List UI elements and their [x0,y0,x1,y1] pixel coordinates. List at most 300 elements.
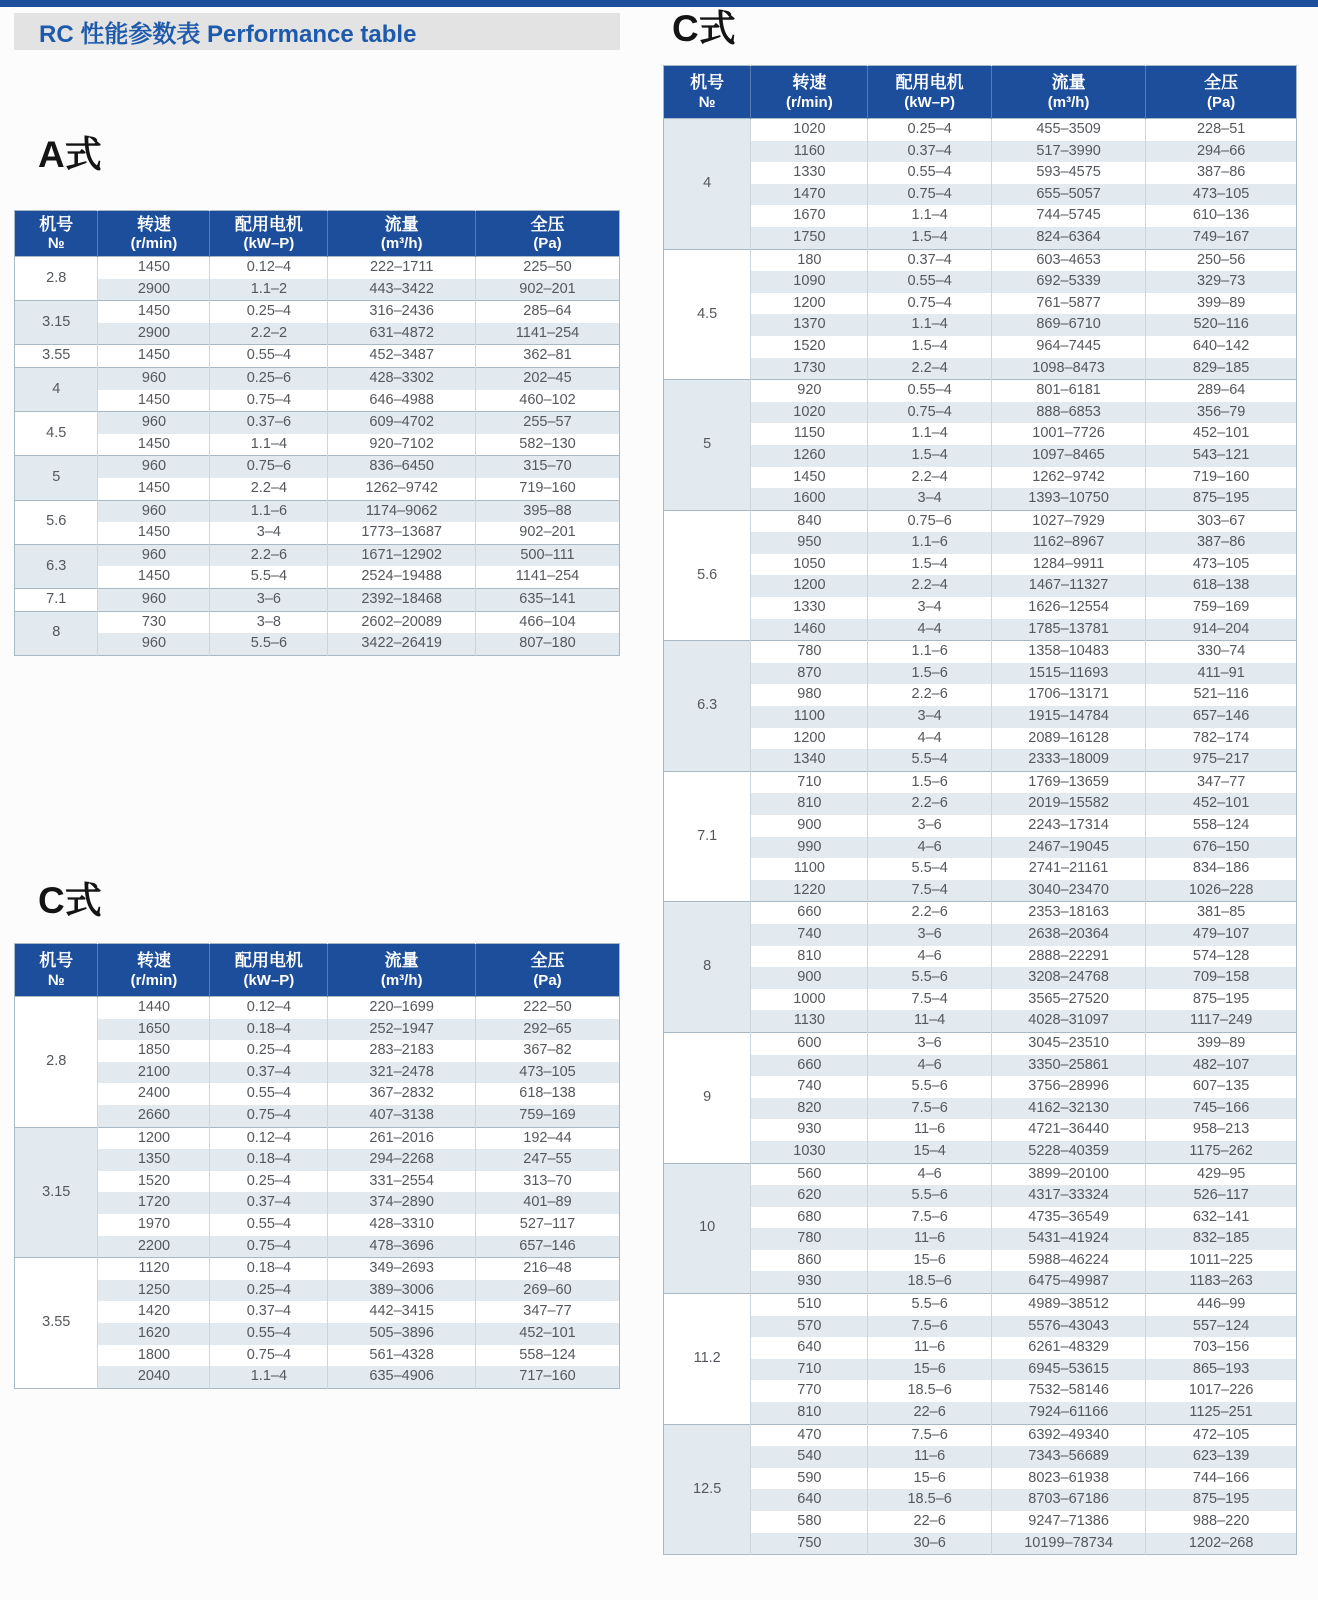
table-row [664,293,1297,315]
column-header-zh: 全压 [530,951,565,971]
cell-speed: 1730 [751,358,868,380]
cell-pressure: 347–77 [475,1301,619,1323]
cell-speed: 620 [751,1185,868,1207]
cell-speed: 1450 [98,434,210,456]
table-row [664,619,1297,641]
column-header [15,211,98,257]
cell-pressure: 1011–225 [1146,1250,1297,1272]
table-row [664,358,1297,380]
model-no-cell: 4.5 [15,412,98,456]
cell-pressure: 446–99 [1146,1294,1297,1316]
table-row [664,1489,1297,1511]
cell-flow: 4735–36549 [991,1207,1145,1229]
cell-motor: 0.75–6 [210,456,328,478]
cell-motor: 5.5–6 [868,967,991,989]
cell-speed: 840 [751,510,868,532]
cell-speed: 1420 [98,1301,210,1323]
cell-flow: 2243–17314 [991,815,1145,837]
cell-flow: 4162–32130 [991,1098,1145,1120]
table-row [664,510,1297,532]
cell-speed: 540 [751,1446,868,1468]
cell-motor: 1.1–4 [210,434,328,456]
table-row [15,1214,620,1236]
cell-pressure: 829–185 [1146,358,1297,380]
cell-speed: 1200 [98,1127,210,1149]
cell-motor: 5.5–6 [210,633,328,655]
column-header [475,944,619,997]
cell-flow: 252–1947 [328,1019,476,1041]
cell-pressure: 315–70 [475,456,619,478]
table-row [15,257,620,279]
column-header-zh: 配用电机 [895,73,964,93]
cell-pressure: 557–124 [1146,1316,1297,1338]
cell-pressure: 250–56 [1146,249,1297,271]
cell-pressure: 610–136 [1146,205,1297,227]
cell-motor: 0.55–4 [210,1323,328,1345]
performance-table-type-a [14,210,620,656]
cell-flow: 7532–58146 [991,1380,1145,1402]
model-no-cell: 8 [15,611,98,655]
cell-motor: 0.75–4 [210,1236,328,1258]
cell-pressure: 558–124 [475,1345,619,1367]
cell-pressure: 834–186 [1146,858,1297,880]
cell-speed: 1330 [751,597,868,619]
cell-motor: 0.18–4 [210,1019,328,1041]
table-row [15,1019,620,1041]
cell-speed: 2660 [98,1105,210,1127]
table-row [15,1105,620,1127]
table-row [15,544,620,566]
cell-flow: 2638–20364 [991,924,1145,946]
cell-flow: 3756–28996 [991,1076,1145,1098]
table-row [15,611,620,633]
cell-motor: 5.5–6 [868,1076,991,1098]
table-head [664,66,1297,119]
cell-pressure: 975–217 [1146,749,1297,771]
cell-motor: 3–4 [868,706,991,728]
table-row [15,478,620,500]
cell-speed: 1200 [751,728,868,750]
model-no-cell: 2.8 [15,997,98,1128]
model-no-cell: 6.3 [15,544,98,588]
cell-pressure: 745–166 [1146,1098,1297,1120]
cell-pressure: 607–135 [1146,1076,1297,1098]
table-row [664,1511,1297,1533]
table-row [664,141,1297,163]
table-row [664,1359,1297,1381]
cell-flow: 442–3415 [328,1301,476,1323]
cell-motor: 0.55–4 [868,380,991,402]
cell-pressure: 285–64 [475,301,619,323]
cell-motor: 11–4 [868,1010,991,1032]
cell-flow: 5576–43043 [991,1316,1145,1338]
cell-flow: 349–2693 [328,1258,476,1280]
cell-pressure: 472–105 [1146,1424,1297,1446]
performance-table-type-c-left [14,943,620,1389]
section-heading-type-c-left: C式 [38,880,102,921]
cell-pressure: 228–51 [1146,119,1297,141]
cell-motor: 0.55–4 [210,1083,328,1105]
table-row [664,1446,1297,1468]
cell-flow: 3565–27520 [991,989,1145,1011]
column-header-zh: 转速 [136,951,171,971]
cell-motor: 2.2–4 [210,478,328,500]
cell-flow: 761–5877 [991,293,1145,315]
cell-flow: 7343–56689 [991,1446,1145,1468]
table-row [15,301,620,323]
table-row [664,1055,1297,1077]
cell-motor: 0.12–4 [210,997,328,1019]
cell-motor: 11–6 [868,1228,991,1250]
cell-flow: 1262–9742 [991,467,1145,489]
cell-flow: 964–7445 [991,336,1145,358]
cell-pressure: 202–45 [475,367,619,389]
model-no-cell: 5 [664,380,751,511]
cell-speed: 1620 [98,1323,210,1345]
cell-pressure: 657–146 [1146,706,1297,728]
cell-motor: 0.37–4 [210,1301,328,1323]
table-row [664,771,1297,793]
cell-flow: 3350–25861 [991,1055,1145,1077]
column-header [664,66,751,119]
cell-speed: 780 [751,641,868,663]
cell-motor: 4–6 [868,1163,991,1185]
cell-speed: 710 [751,771,868,793]
cell-pressure: 558–124 [1146,815,1297,837]
cell-pressure: 782–174 [1146,728,1297,750]
cell-flow: 6261–48329 [991,1337,1145,1359]
cell-speed: 660 [751,1055,868,1077]
cell-pressure: 292–65 [475,1019,619,1041]
cell-flow: 478–3696 [328,1236,476,1258]
table-row [664,1316,1297,1338]
cell-speed: 2900 [98,279,210,301]
cell-flow: 1467–11327 [991,575,1145,597]
cell-pressure: 759–169 [1146,597,1297,619]
table-row [664,314,1297,336]
cell-motor: 5.5–4 [210,566,328,588]
cell-pressure: 807–180 [475,633,619,655]
cell-motor: 0.75–4 [210,1105,328,1127]
column-header-unit: (r/min) [786,93,833,111]
table-row [15,412,620,434]
cell-flow: 646–4988 [328,390,476,412]
cell-motor: 5.5–4 [868,749,991,771]
table-row [664,684,1297,706]
table-row [15,1127,620,1149]
cell-pressure: 192–44 [475,1127,619,1149]
cell-speed: 1330 [751,162,868,184]
cell-speed: 2400 [98,1083,210,1105]
table-row [664,1250,1297,1272]
cell-speed: 1130 [751,1010,868,1032]
cell-pressure: 623–139 [1146,1446,1297,1468]
top-accent-bar [0,0,1318,7]
cell-pressure: 500–111 [475,544,619,566]
cell-pressure: 222–50 [475,997,619,1019]
cell-flow: 824–6364 [991,227,1145,249]
cell-speed: 960 [98,633,210,655]
cell-flow: 609–4702 [328,412,476,434]
table-row [664,749,1297,771]
cell-speed: 1200 [751,575,868,597]
cell-flow: 692–5339 [991,271,1145,293]
table-row [664,1271,1297,1293]
cell-pressure: 719–160 [1146,467,1297,489]
cell-speed: 1260 [751,445,868,467]
cell-speed: 560 [751,1163,868,1185]
cell-flow: 2353–18163 [991,902,1145,924]
cell-pressure: 473–105 [1146,184,1297,206]
table-row [664,880,1297,902]
cell-flow: 1706–13171 [991,684,1145,706]
table-row [664,663,1297,685]
cell-speed: 860 [751,1250,868,1272]
cell-pressure: 958–213 [1146,1119,1297,1141]
table-row [15,500,620,522]
cell-pressure: 216–48 [475,1258,619,1280]
cell-speed: 680 [751,1207,868,1229]
cell-pressure: 460–102 [475,390,619,412]
table-row [664,858,1297,880]
column-header-unit: (m³/h) [380,971,423,989]
cell-pressure: 411–91 [1146,663,1297,685]
cell-flow: 1162–8967 [991,532,1145,554]
column-header [328,211,476,257]
section-heading-type-a: A式 [38,134,102,175]
cell-speed: 510 [751,1294,868,1316]
cell-pressure: 875–195 [1146,488,1297,510]
cell-speed: 820 [751,1098,868,1120]
column-header-zh: 转速 [136,214,171,234]
cell-motor: 0.37–4 [210,1062,328,1084]
header-row [664,66,1297,119]
cell-flow: 869–6710 [991,314,1145,336]
cell-speed: 1200 [751,293,868,315]
cell-speed: 1250 [98,1280,210,1302]
cell-motor: 1.5–6 [868,771,991,793]
column-header [751,66,868,119]
table-row [664,793,1297,815]
model-no-cell: 11.2 [664,1294,751,1425]
cell-pressure: 429–95 [1146,1163,1297,1185]
table-row [15,1301,620,1323]
cell-pressure: 399–89 [1146,1032,1297,1054]
cell-flow: 367–2832 [328,1083,476,1105]
cell-speed: 1160 [751,141,868,163]
model-no-cell: 3.55 [15,345,98,368]
cell-pressure: 640–142 [1146,336,1297,358]
cell-pressure: 521–116 [1146,684,1297,706]
cell-speed: 1220 [751,880,868,902]
cell-speed: 590 [751,1468,868,1490]
cell-speed: 810 [751,946,868,968]
cell-speed: 1670 [751,205,868,227]
cell-motor: 4–4 [868,728,991,750]
cell-motor: 1.5–6 [868,663,991,685]
cell-motor: 11–6 [868,1337,991,1359]
cell-flow: 220–1699 [328,997,476,1019]
cell-flow: 1671–12902 [328,544,476,566]
cell-speed: 750 [751,1533,868,1555]
column-header-zh: 机号 [690,73,725,93]
cell-motor: 4–6 [868,946,991,968]
cell-motor: 2.2–4 [868,467,991,489]
cell-motor: 18.5–6 [868,1271,991,1293]
table-row [664,1228,1297,1250]
column-header-zh: 机号 [39,214,74,234]
cell-motor: 5.5–6 [868,1185,991,1207]
column-header-zh: 配用电机 [234,214,303,234]
cell-flow: 316–2436 [328,301,476,323]
model-no-cell: 10 [664,1163,751,1294]
table-row [664,227,1297,249]
column-header-zh: 全压 [1204,73,1239,93]
cell-pressure: 1141–254 [475,323,619,345]
cell-flow: 455–3509 [991,119,1145,141]
column-header-unit: № [47,235,65,253]
model-no-cell: 4 [15,367,98,411]
cell-pressure: 657–146 [475,1236,619,1258]
table-row [15,1062,620,1084]
cell-pressure: 255–57 [475,412,619,434]
cell-pressure: 582–130 [475,434,619,456]
table-row [15,1280,620,1302]
cell-speed: 730 [98,611,210,633]
cell-flow: 7924–61166 [991,1402,1145,1424]
table-row [664,445,1297,467]
cell-speed: 180 [751,249,868,271]
table-row [664,1380,1297,1402]
table-row [15,1083,620,1105]
table-row [664,1294,1297,1316]
cell-motor: 0.75–4 [210,390,328,412]
cell-motor: 0.75–4 [868,402,991,424]
table-row [664,1424,1297,1446]
table-row [15,1258,620,1280]
cell-pressure: 574–128 [1146,946,1297,968]
cell-flow: 561–4328 [328,1345,476,1367]
cell-pressure: 387–86 [1146,532,1297,554]
cell-pressure: 399–89 [1146,293,1297,315]
cell-flow: 1098–8473 [991,358,1145,380]
cell-motor: 0.75–4 [210,1345,328,1367]
cell-motor: 7.5–6 [868,1424,991,1446]
cell-speed: 1600 [751,488,868,510]
table-row [664,402,1297,424]
cell-speed: 1650 [98,1019,210,1041]
cell-flow: 222–1711 [328,257,476,279]
cell-motor: 11–6 [868,1446,991,1468]
table-row [664,1533,1297,1555]
model-no-cell: 3.15 [15,301,98,345]
cell-speed: 1030 [751,1141,868,1163]
table-head [15,944,620,997]
cell-flow: 283–2183 [328,1040,476,1062]
cell-motor: 2.2–4 [868,358,991,380]
cell-speed: 1120 [98,1258,210,1280]
cell-flow: 3040–23470 [991,880,1145,902]
table-body [15,997,620,1389]
cell-motor: 4–6 [868,837,991,859]
table-row [15,434,620,456]
cell-pressure: 387–86 [1146,162,1297,184]
table-row [15,997,620,1019]
cell-speed: 770 [751,1380,868,1402]
table-row [15,323,620,345]
cell-speed: 710 [751,1359,868,1381]
cell-speed: 2900 [98,323,210,345]
cell-flow: 8703–67186 [991,1489,1145,1511]
cell-flow: 1097–8465 [991,445,1145,467]
cell-motor: 0.55–4 [868,162,991,184]
cell-motor: 2.2–6 [210,544,328,566]
cell-speed: 640 [751,1489,868,1511]
column-header [475,211,619,257]
table-row [15,588,620,611]
cell-speed: 810 [751,793,868,815]
cell-motor: 15–6 [868,1250,991,1272]
table-row [15,1149,620,1171]
cell-speed: 1720 [98,1192,210,1214]
cell-pressure: 635–141 [475,588,619,611]
cell-speed: 1450 [751,467,868,489]
cell-flow: 888–6853 [991,402,1145,424]
cell-pressure: 543–121 [1146,445,1297,467]
cell-motor: 0.55–4 [868,271,991,293]
cell-motor: 2.2–2 [210,323,328,345]
cell-flow: 9247–71386 [991,1511,1145,1533]
cell-speed: 1450 [98,390,210,412]
column-header-unit: (kW–P) [243,235,295,253]
cell-pressure: 356–79 [1146,402,1297,424]
cell-motor: 0.75–4 [868,184,991,206]
table-row [664,532,1297,554]
cell-motor: 15–6 [868,1468,991,1490]
cell-speed: 810 [751,1402,868,1424]
cell-motor: 7.5–6 [868,1098,991,1120]
cell-pressure: 1117–249 [1146,1010,1297,1032]
cell-pressure: 452–101 [1146,423,1297,445]
cell-motor: 0.75–6 [868,510,991,532]
cell-pressure: 749–167 [1146,227,1297,249]
table-container-type-c-left [14,943,620,1389]
cell-pressure: 1125–251 [1146,1402,1297,1424]
table-container-type-a [14,210,620,656]
cell-motor: 1.1–2 [210,279,328,301]
column-header-zh: 转速 [792,73,827,93]
column-header-unit: (Pa) [1206,93,1236,111]
cell-speed: 1020 [751,119,868,141]
column-header-zh: 配用电机 [234,951,303,971]
column-header [210,211,328,257]
cell-motor: 4–4 [868,619,991,641]
table-row [664,597,1297,619]
table-row [15,1040,620,1062]
cell-speed: 580 [751,1511,868,1533]
cell-motor: 0.25–4 [210,1280,328,1302]
cell-motor: 0.37–4 [868,249,991,271]
cell-motor: 5.5–4 [868,858,991,880]
cell-pressure: 225–50 [475,257,619,279]
cell-flow: 1284–9911 [991,554,1145,576]
cell-flow: 1027–7929 [991,510,1145,532]
table-row [15,633,620,655]
table-row [664,1119,1297,1141]
cell-motor: 1.5–4 [868,554,991,576]
cell-speed: 930 [751,1271,868,1293]
cell-flow: 603–4653 [991,249,1145,271]
